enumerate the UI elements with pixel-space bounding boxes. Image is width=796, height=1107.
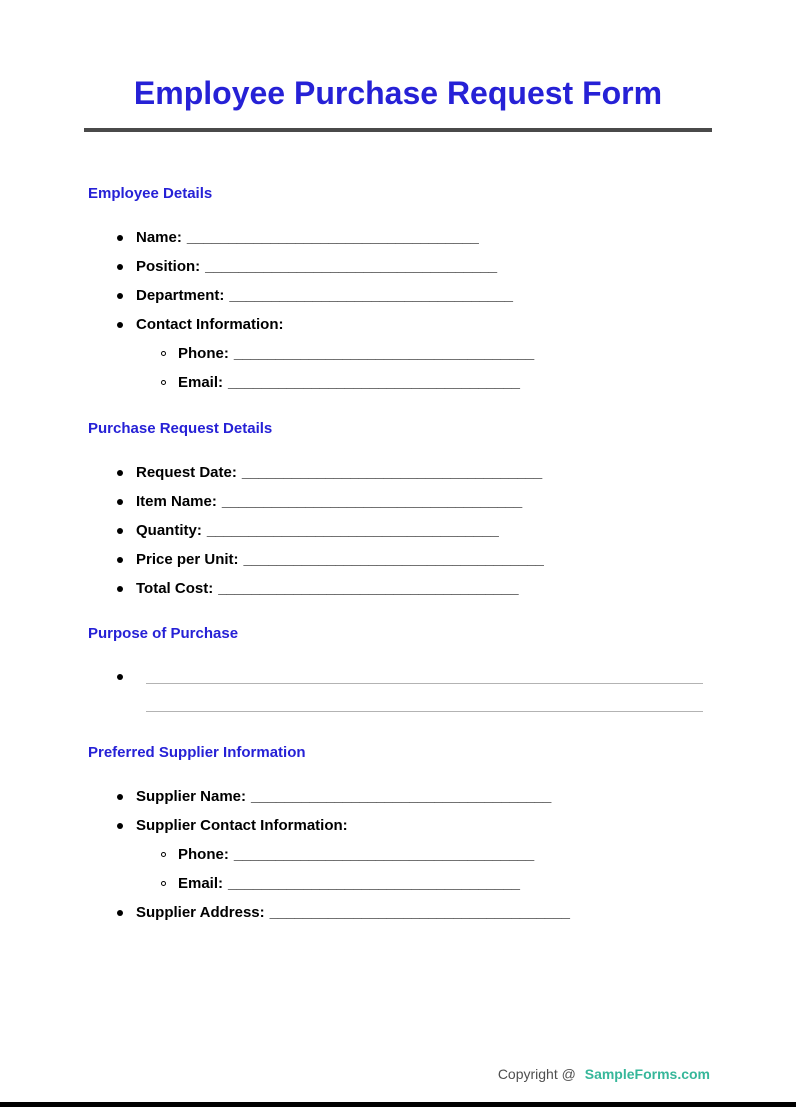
field-label-quantity: Quantity: <box>136 522 202 539</box>
circle-bullet-icon <box>161 351 166 356</box>
field-label-department: Department: <box>136 287 225 304</box>
bullet-icon <box>117 322 123 328</box>
field-label-email: Email: <box>178 374 224 391</box>
field-row-request-date <box>0 463 796 482</box>
blank-line-price-per-unit: ____________________________________ <box>243 551 544 568</box>
blank-line-supplier-phone: ____________________________________ <box>233 846 535 863</box>
blank-line-supplier-email: ___________________________________ <box>228 875 520 892</box>
section-heading-purpose-of-purchase: Purpose of Purchase <box>88 625 239 642</box>
bullet-icon <box>117 910 123 916</box>
blank-line-total-cost: ____________________________________ <box>218 580 519 597</box>
field-label-price-per-unit: Price per Unit: <box>136 551 239 568</box>
field-row-supplier-address <box>0 903 796 922</box>
section-heading-employee-details: Employee Details <box>88 185 213 202</box>
field-row-email <box>0 373 796 392</box>
blank-line-request-date: ____________________________________ <box>241 464 543 481</box>
preferred-supplier-list <box>0 787 796 922</box>
circle-bullet-icon <box>161 380 166 385</box>
field-label-request-date: Request Date: <box>136 464 237 481</box>
bottom-edge-bar <box>0 1102 796 1107</box>
field-row-department <box>0 286 796 305</box>
field-row-supplier-email <box>0 874 796 893</box>
bullet-icon <box>117 470 123 476</box>
field-label-name: Name: <box>136 229 182 246</box>
field-label-contact-information: Contact Information: <box>136 316 284 333</box>
bullet-icon <box>117 823 123 829</box>
field-label-supplier-contact-information: Supplier Contact Information: <box>136 817 348 834</box>
bullet-icon <box>117 293 123 299</box>
section-heading-purchase-request-details: Purchase Request Details <box>88 420 273 437</box>
copyright-text: Copyright @ <box>497 1066 576 1082</box>
purpose-write-line <box>146 656 703 684</box>
field-row-total-cost <box>0 579 796 598</box>
field-row-contact-information <box>0 315 796 334</box>
field-row-name <box>0 228 796 247</box>
section-heading-preferred-supplier: Preferred Supplier Information <box>88 744 306 761</box>
form-title: Employee Purchase Request Form <box>133 75 663 111</box>
footer <box>498 1066 710 1083</box>
blank-line-department: __________________________________ <box>229 287 513 304</box>
blank-line-phone: ____________________________________ <box>233 345 535 362</box>
field-label-supplier-email: Email: <box>178 875 224 892</box>
field-label-item-name: Item Name: <box>136 493 217 510</box>
bullet-icon <box>117 499 123 505</box>
bullet-icon <box>117 674 123 680</box>
bullet-icon <box>117 235 123 241</box>
blank-line-supplier-name: ____________________________________ <box>251 788 552 805</box>
bullet-icon <box>117 528 123 534</box>
purpose-of-purchase-block <box>117 656 703 712</box>
field-label-supplier-address: Supplier Address: <box>136 904 265 921</box>
field-row-position <box>0 257 796 276</box>
title-divider <box>84 128 712 132</box>
purpose-write-line <box>146 684 703 712</box>
field-label-phone: Phone: <box>178 345 229 362</box>
field-label-supplier-phone: Phone: <box>178 846 229 863</box>
blank-line-supplier-address: ____________________________________ <box>269 904 570 921</box>
blank-line-position: ___________________________________ <box>205 258 498 275</box>
employee-details-list <box>0 228 796 392</box>
field-row-supplier-name <box>0 787 796 806</box>
bullet-icon <box>117 264 123 270</box>
brand-link[interactable]: SampleForms.com <box>584 1066 710 1082</box>
field-row-item-name <box>0 492 796 511</box>
field-row-supplier-phone <box>0 845 796 864</box>
purchase-request-details-list <box>0 463 796 598</box>
blank-line-email: ___________________________________ <box>228 374 520 391</box>
blank-line-quantity: ___________________________________ <box>206 522 499 539</box>
bullet-icon <box>117 557 123 563</box>
form-page <box>0 74 796 1107</box>
field-row-phone <box>0 344 796 363</box>
field-row-price-per-unit <box>0 550 796 569</box>
bullet-icon <box>117 794 123 800</box>
circle-bullet-icon <box>161 852 166 857</box>
circle-bullet-icon <box>161 881 166 886</box>
blank-line-name: ___________________________________ <box>186 229 479 246</box>
blank-line-item-name: ____________________________________ <box>221 493 523 510</box>
field-label-supplier-name: Supplier Name: <box>136 788 247 805</box>
field-label-total-cost: Total Cost: <box>136 580 214 597</box>
field-row-quantity <box>0 521 796 540</box>
field-row-supplier-contact-information <box>0 816 796 835</box>
bullet-icon <box>117 586 123 592</box>
field-label-position: Position: <box>136 258 201 275</box>
purpose-write-area <box>146 656 703 712</box>
